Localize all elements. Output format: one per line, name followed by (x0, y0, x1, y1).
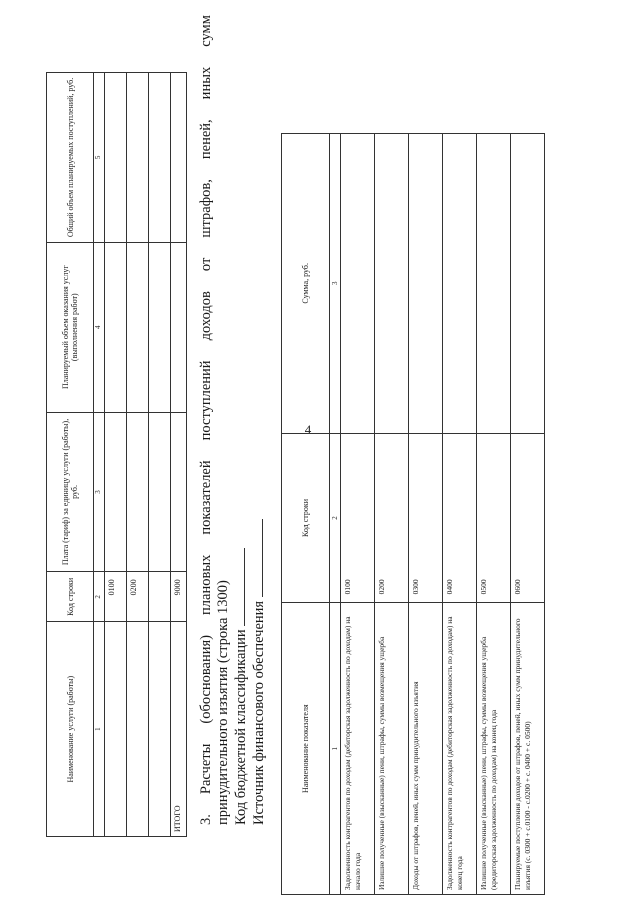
table-row (511, 134, 545, 895)
cell-total-revenue (127, 73, 149, 243)
table-row (149, 73, 171, 837)
title-word: от (198, 257, 214, 272)
cell-amount (375, 134, 409, 434)
section-3-heading (198, 15, 268, 825)
cell-unit-price (127, 412, 149, 572)
cell-amount (409, 134, 443, 434)
col-header-unit-price: Плата (тариф) за единицу услуги (работы), руб. (47, 412, 94, 572)
cell-line-code: 0500 (477, 433, 511, 603)
col-number: 5 (94, 73, 105, 243)
col-number: 2 (94, 572, 105, 622)
cell-indicator-name: Излишне полученные (взысканные) пени, штрафы, суммы возмещения ущерба (кредиторская задолженность по доходам) на конец года (477, 603, 511, 895)
cell-service-name (105, 622, 127, 837)
cell-planned-volume (149, 242, 171, 412)
col-number: 3 (330, 134, 341, 434)
cell-line-code: 0100 (341, 433, 375, 603)
title-word: Расчеты (198, 743, 214, 795)
section-title-line (198, 15, 215, 825)
source-input-line[interactable] (250, 519, 263, 597)
title-word: поступлений (198, 360, 214, 441)
cell-service-name (127, 622, 149, 837)
title-word: штрафов, (198, 179, 214, 238)
col-header-service-name: Наименование услуги (работы) (47, 622, 94, 837)
cell-planned-volume (105, 242, 127, 412)
cell-total-revenue (171, 73, 187, 243)
col-number: 1 (94, 622, 105, 837)
cell-indicator-name: Задолженность контрагентов по доходам (дебиторская задолженность по доходам) на начало года (341, 603, 375, 895)
section-number: 3. (198, 814, 214, 825)
cell-total-label: ИТОГО (171, 622, 187, 837)
cell-planned-volume (127, 242, 149, 412)
cell-line-code: 0300 (409, 433, 443, 603)
col-header-line-code: Код строки (47, 572, 94, 622)
cell-line-code: 0200 (375, 433, 409, 603)
cell-line-code: 0200 (127, 572, 149, 622)
cell-amount (443, 134, 477, 434)
kbk-input-line[interactable] (232, 548, 245, 626)
title-word: иных (198, 66, 214, 100)
cell-total-revenue (105, 73, 127, 243)
kbk-line (232, 15, 250, 825)
cell-amount (511, 134, 545, 434)
col-header-amount: Сумма, руб. (282, 134, 330, 434)
table-total-row (171, 73, 187, 837)
cell-line-code: 0400 (443, 433, 477, 603)
page-number: 4 (304, 422, 312, 437)
fines-revenue-table (281, 133, 545, 895)
title-word: доходов (198, 291, 214, 341)
cell-indicator-name: Излишне полученные (взысканные) пени, штрафы, суммы возмещения ущерба (375, 603, 409, 895)
cell-indicator-name: Задолженность контрагентов по доходам (дебиторская задолженность по доходам) на конец года (443, 603, 477, 895)
table-row (105, 73, 127, 837)
column-number-row (94, 73, 105, 837)
services-revenue-table (46, 72, 187, 837)
title-word: сумм (198, 15, 214, 47)
cell-amount (341, 134, 375, 434)
col-number: 1 (330, 603, 341, 895)
cell-line-code (149, 572, 171, 622)
col-number: 4 (94, 242, 105, 412)
cell-indicator-name: Доходы от штрафов, пеней, иных сумм принудительного изъятия (409, 603, 443, 895)
cell-line-code: 0100 (105, 572, 127, 622)
table-row (341, 134, 375, 895)
cell-line-code: 9000 (171, 572, 187, 622)
table-row (409, 134, 443, 895)
source-label: Источник финансового обеспечения (251, 600, 267, 825)
cell-total-revenue (149, 73, 171, 243)
col-header-indicator-name: Наименование показателя (282, 603, 330, 895)
col-header-planned-volume: Планируемый объем оказания услуг (выполнения работ) (47, 242, 94, 412)
table-row (375, 134, 409, 895)
cell-unit-price (171, 412, 187, 572)
cell-line-code: 0600 (511, 433, 545, 603)
cell-service-name (149, 622, 171, 837)
col-header-total-revenue: Общий объем планируемых поступлений, руб. (47, 73, 94, 243)
table-row (127, 73, 149, 837)
cell-planned-volume (171, 242, 187, 412)
cell-amount (477, 134, 511, 434)
col-number: 3 (94, 412, 105, 572)
title-word: плановых (198, 554, 214, 615)
title-word: пеней, (198, 119, 214, 160)
cell-unit-price (105, 412, 127, 572)
source-line (250, 15, 268, 825)
col-number: 2 (330, 433, 341, 603)
title-word: показателей (198, 460, 214, 535)
table-row (443, 134, 477, 895)
table-row (477, 134, 511, 895)
col-header-line-code: Код строки (282, 433, 330, 603)
kbk-label: Код бюджетной классификации (233, 629, 249, 825)
title-word: (обоснования) (198, 634, 214, 724)
table-header-row (47, 73, 94, 837)
cell-indicator-name: Планируемые поступления доходов от штрафов, пеней, иных сумм принудительного изъятия (с. 0300 + с.0100 - с.0200 + с. 0400 + с. 0500) (511, 603, 545, 895)
section-title-line-2: принудительного изъятия (строка 1300) (215, 580, 231, 825)
cell-unit-price (149, 412, 171, 572)
table-header-row (282, 134, 330, 895)
column-number-row (330, 134, 341, 895)
